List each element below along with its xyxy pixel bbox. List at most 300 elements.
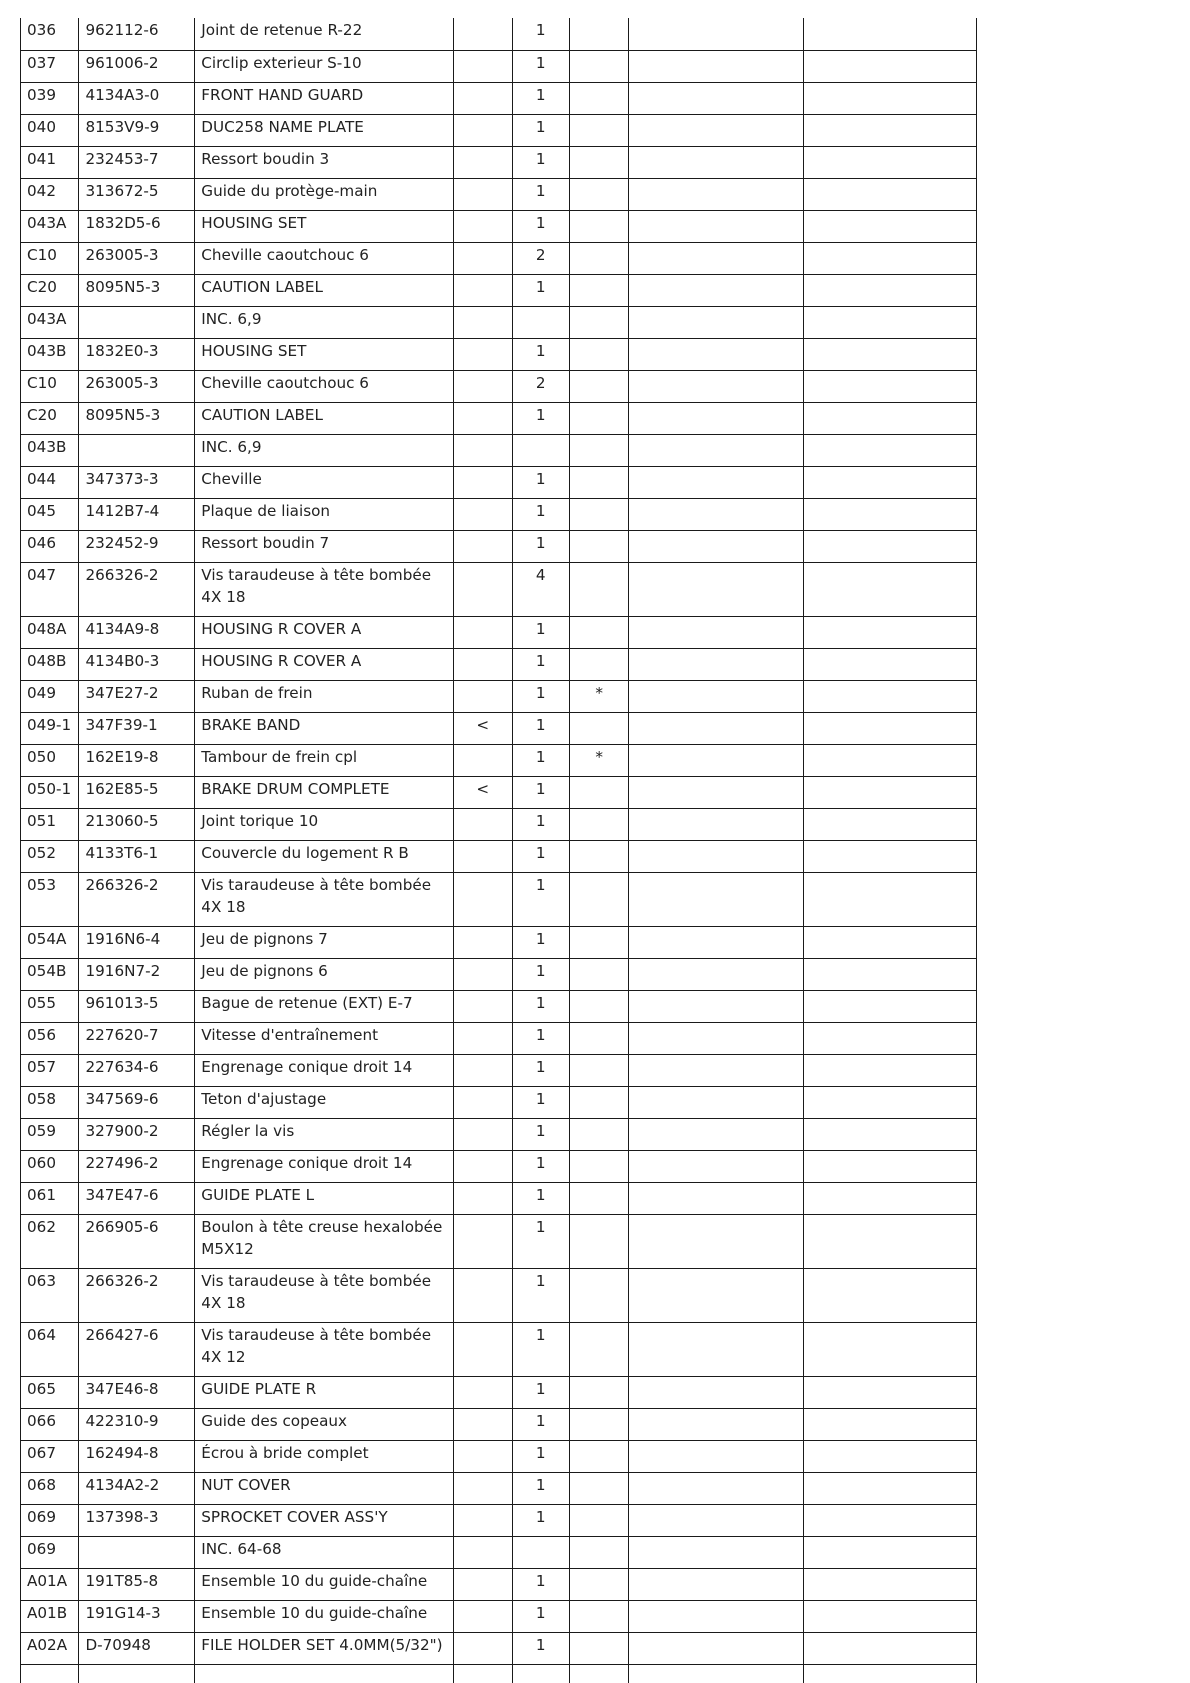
table-row [21, 370, 977, 402]
description-cell: Ensemble 10 du guide-chaîne [195, 1568, 454, 1600]
blank-cell-b [803, 338, 976, 370]
part-number-cell: 4134B0-3 [79, 648, 195, 680]
quantity-cell: 1 [512, 712, 569, 744]
marker-cell [454, 1118, 512, 1150]
item-number-cell: 050-1 [21, 776, 79, 808]
item-number-cell: 045 [21, 498, 79, 530]
marker-cell [454, 1322, 512, 1376]
quantity-cell: 1 [512, 1568, 569, 1600]
description-cell: SPROCKET COVER ASS'Y [195, 1504, 454, 1536]
quantity-cell: 1 [512, 178, 569, 210]
item-number-cell: 041 [21, 146, 79, 178]
note-cell [569, 210, 629, 242]
item-number-cell: 059 [21, 1118, 79, 1150]
blank-cell-a [629, 1086, 803, 1118]
part-number-cell: 1412B7-4 [79, 498, 195, 530]
part-number-cell: 1916N6-4 [79, 926, 195, 958]
quantity-cell: 1 [512, 146, 569, 178]
note-cell [569, 808, 629, 840]
quantity-cell: 1 [512, 274, 569, 306]
description-cell: Ruban de frein [195, 680, 454, 712]
marker-cell [454, 562, 512, 616]
blank-cell-a [629, 402, 803, 434]
item-number-cell: 046 [21, 530, 79, 562]
part-number-cell: 347E27-2 [79, 680, 195, 712]
blank-cell-a [629, 114, 803, 146]
description-cell: Engrenage conique droit 14 [195, 1150, 454, 1182]
item-number-cell: 037 [21, 50, 79, 82]
table-row [21, 1440, 977, 1472]
quantity-cell: 1 [512, 616, 569, 648]
marker-cell [454, 648, 512, 680]
note-cell: * [569, 680, 629, 712]
quantity-cell: 1 [512, 1214, 569, 1268]
marker-cell [454, 306, 512, 338]
description-cell: CAUTION LABEL [195, 402, 454, 434]
part-number-cell: 232452-9 [79, 530, 195, 562]
part-number-cell: 347E47-6 [79, 1182, 195, 1214]
quantity-cell: 1 [512, 50, 569, 82]
blank-cell-b [803, 776, 976, 808]
part-number-cell: 8153V9-9 [79, 114, 195, 146]
blank-cell-b [803, 616, 976, 648]
table-row [21, 1376, 977, 1408]
blank-cell-a [629, 1268, 803, 1322]
part-number-cell: 4134A2-2 [79, 1472, 195, 1504]
part-number-cell: 191T85-8 [79, 1568, 195, 1600]
part-number-cell: 8095N5-3 [79, 402, 195, 434]
quantity-cell: 1 [512, 530, 569, 562]
item-number-cell: 042 [21, 178, 79, 210]
description-cell: CAUTION LABEL [195, 274, 454, 306]
quantity-cell: 1 [512, 18, 569, 50]
description-cell [195, 1664, 454, 1683]
part-number-cell: 137398-3 [79, 1504, 195, 1536]
quantity-cell: 1 [512, 1182, 569, 1214]
part-number-cell: D-70948 [79, 1632, 195, 1664]
description-cell: Ressort boudin 7 [195, 530, 454, 562]
blank-cell-b [803, 1086, 976, 1118]
parts-table-body [21, 18, 977, 1683]
table-row [21, 1472, 977, 1504]
note-cell [569, 1408, 629, 1440]
part-number-cell: 347569-6 [79, 1086, 195, 1118]
blank-cell-a [629, 434, 803, 466]
item-number-cell: 043A [21, 210, 79, 242]
quantity-cell: 1 [512, 1408, 569, 1440]
marker-cell [454, 114, 512, 146]
item-number-cell: 036 [21, 18, 79, 50]
table-row [21, 402, 977, 434]
quantity-cell: 1 [512, 402, 569, 434]
description-cell: Cheville [195, 466, 454, 498]
note-cell [569, 616, 629, 648]
item-number-cell: 039 [21, 82, 79, 114]
blank-cell-a [629, 872, 803, 926]
note-cell [569, 1600, 629, 1632]
blank-cell-a [629, 1322, 803, 1376]
blank-cell-a [629, 50, 803, 82]
note-cell [569, 1632, 629, 1664]
blank-cell-b [803, 1632, 976, 1664]
item-number-cell: 048B [21, 648, 79, 680]
note-cell [569, 530, 629, 562]
note-cell [569, 1568, 629, 1600]
note-cell [569, 1118, 629, 1150]
blank-cell-b [803, 990, 976, 1022]
note-cell [569, 1182, 629, 1214]
description-cell: Boulon à tête creuse hexalobée M5X12 [195, 1214, 454, 1268]
parts-list-page [20, 18, 977, 1683]
note-cell [569, 338, 629, 370]
note-cell [569, 1214, 629, 1268]
item-number-cell: C20 [21, 274, 79, 306]
table-row [21, 1600, 977, 1632]
part-number-cell: 266326-2 [79, 562, 195, 616]
description-cell: Jeu de pignons 7 [195, 926, 454, 958]
part-number-cell: 227620-7 [79, 1022, 195, 1054]
item-number-cell: 058 [21, 1086, 79, 1118]
item-number-cell: 061 [21, 1182, 79, 1214]
table-row [21, 50, 977, 82]
item-number-cell: 056 [21, 1022, 79, 1054]
part-number-cell [79, 306, 195, 338]
description-cell: HOUSING SET [195, 210, 454, 242]
part-number-cell: 1916N7-2 [79, 958, 195, 990]
blank-cell-b [803, 744, 976, 776]
marker-cell [454, 338, 512, 370]
part-number-cell: 962112-6 [79, 18, 195, 50]
blank-cell-b [803, 1568, 976, 1600]
blank-cell-b [803, 402, 976, 434]
item-number-cell: 040 [21, 114, 79, 146]
note-cell [569, 1268, 629, 1322]
description-cell: FILE HOLDER SET 4.0MM(5/32") [195, 1632, 454, 1664]
description-cell: Vitesse d'entraînement [195, 1022, 454, 1054]
note-cell [569, 1504, 629, 1536]
table-row [21, 926, 977, 958]
blank-cell-a [629, 178, 803, 210]
marker-cell [454, 1086, 512, 1118]
item-number-cell: A01A [21, 1568, 79, 1600]
description-cell: INC. 6,9 [195, 306, 454, 338]
marker-cell [454, 1664, 512, 1683]
blank-cell-a [629, 990, 803, 1022]
note-cell [569, 840, 629, 872]
item-number-cell: 043B [21, 338, 79, 370]
blank-cell-a [629, 958, 803, 990]
marker-cell [454, 872, 512, 926]
table-row [21, 1118, 977, 1150]
marker-cell [454, 990, 512, 1022]
item-number-cell [21, 1664, 79, 1683]
item-number-cell: A02A [21, 1632, 79, 1664]
blank-cell-a [629, 1022, 803, 1054]
item-number-cell: C10 [21, 242, 79, 274]
item-number-cell: 062 [21, 1214, 79, 1268]
quantity-cell: 1 [512, 1472, 569, 1504]
item-number-cell: 044 [21, 466, 79, 498]
part-number-cell: 227634-6 [79, 1054, 195, 1086]
quantity-cell [512, 434, 569, 466]
item-number-cell: 064 [21, 1322, 79, 1376]
blank-cell-b [803, 82, 976, 114]
blank-cell-a [629, 808, 803, 840]
blank-cell-b [803, 1536, 976, 1568]
description-cell: Jeu de pignons 6 [195, 958, 454, 990]
blank-cell-a [629, 242, 803, 274]
blank-cell-b [803, 50, 976, 82]
item-number-cell: 048A [21, 616, 79, 648]
table-row [21, 1568, 977, 1600]
part-number-cell: 347F39-1 [79, 712, 195, 744]
table-row [21, 274, 977, 306]
part-number-cell: 347E46-8 [79, 1376, 195, 1408]
table-row [21, 1408, 977, 1440]
quantity-cell: 1 [512, 1086, 569, 1118]
part-number-cell: 347373-3 [79, 466, 195, 498]
description-cell: Ensemble 10 du guide-chaîne [195, 1600, 454, 1632]
note-cell [569, 1022, 629, 1054]
description-cell: Couvercle du logement R B [195, 840, 454, 872]
note-cell [569, 776, 629, 808]
marker-cell [454, 146, 512, 178]
note-cell [569, 1536, 629, 1568]
blank-cell-b [803, 1214, 976, 1268]
note-cell [569, 146, 629, 178]
quantity-cell: 1 [512, 744, 569, 776]
blank-cell-a [629, 1182, 803, 1214]
quantity-cell: 1 [512, 1440, 569, 1472]
quantity-cell: 1 [512, 1376, 569, 1408]
blank-cell-a [629, 1408, 803, 1440]
table-row [21, 680, 977, 712]
marker-cell [454, 680, 512, 712]
part-number-cell [79, 1664, 195, 1683]
description-cell: Ressort boudin 3 [195, 146, 454, 178]
item-number-cell: 067 [21, 1440, 79, 1472]
quantity-cell: 1 [512, 958, 569, 990]
marker-cell [454, 1632, 512, 1664]
blank-cell-a [629, 1664, 803, 1683]
marker-cell [454, 1022, 512, 1054]
note-cell [569, 82, 629, 114]
quantity-cell: 1 [512, 990, 569, 1022]
item-number-cell: 055 [21, 990, 79, 1022]
description-cell: Vis taraudeuse à tête bombée 4X 18 [195, 1268, 454, 1322]
quantity-cell: 1 [512, 1118, 569, 1150]
item-number-cell: 043B [21, 434, 79, 466]
marker-cell: < [454, 776, 512, 808]
blank-cell-b [803, 1022, 976, 1054]
table-row [21, 840, 977, 872]
marker-cell [454, 616, 512, 648]
blank-cell-b [803, 1054, 976, 1086]
description-cell: Régler la vis [195, 1118, 454, 1150]
blank-cell-b [803, 562, 976, 616]
marker-cell [454, 402, 512, 434]
blank-cell-a [629, 776, 803, 808]
table-row [21, 178, 977, 210]
marker-cell [454, 50, 512, 82]
part-number-cell: 961006-2 [79, 50, 195, 82]
marker-cell [454, 1182, 512, 1214]
table-row [21, 306, 977, 338]
blank-cell-a [629, 1568, 803, 1600]
blank-cell-b [803, 840, 976, 872]
note-cell [569, 1322, 629, 1376]
quantity-cell: 1 [512, 498, 569, 530]
blank-cell-b [803, 1504, 976, 1536]
marker-cell [454, 1536, 512, 1568]
blank-cell-b [803, 648, 976, 680]
table-row [21, 242, 977, 274]
quantity-cell: 1 [512, 1322, 569, 1376]
marker-cell [454, 274, 512, 306]
marker-cell [454, 840, 512, 872]
table-row [21, 1664, 977, 1683]
marker-cell [454, 370, 512, 402]
description-cell: DUC258 NAME PLATE [195, 114, 454, 146]
blank-cell-b [803, 178, 976, 210]
marker-cell [454, 958, 512, 990]
marker-cell [454, 1568, 512, 1600]
table-row [21, 990, 977, 1022]
note-cell [569, 242, 629, 274]
description-cell: BRAKE DRUM COMPLETE [195, 776, 454, 808]
table-row [21, 338, 977, 370]
note-cell [569, 498, 629, 530]
table-row [21, 1214, 977, 1268]
blank-cell-b [803, 1408, 976, 1440]
blank-cell-a [629, 712, 803, 744]
table-row [21, 146, 977, 178]
blank-cell-a [629, 1118, 803, 1150]
blank-cell-b [803, 1600, 976, 1632]
table-row [21, 744, 977, 776]
item-number-cell: 054B [21, 958, 79, 990]
blank-cell-a [629, 1376, 803, 1408]
blank-cell-a [629, 530, 803, 562]
quantity-cell: 1 [512, 82, 569, 114]
marker-cell [454, 1504, 512, 1536]
marker-cell [454, 1214, 512, 1268]
description-cell: Engrenage conique droit 14 [195, 1054, 454, 1086]
blank-cell-b [803, 1440, 976, 1472]
part-number-cell: 263005-3 [79, 242, 195, 274]
quantity-cell: 1 [512, 1504, 569, 1536]
quantity-cell [512, 306, 569, 338]
part-number-cell: 191G14-3 [79, 1600, 195, 1632]
part-number-cell: 422310-9 [79, 1408, 195, 1440]
part-number-cell: 4134A9-8 [79, 616, 195, 648]
marker-cell [454, 808, 512, 840]
blank-cell-a [629, 1600, 803, 1632]
blank-cell-a [629, 210, 803, 242]
blank-cell-a [629, 680, 803, 712]
table-row [21, 958, 977, 990]
item-number-cell: 060 [21, 1150, 79, 1182]
blank-cell-a [629, 616, 803, 648]
blank-cell-a [629, 1440, 803, 1472]
table-row [21, 1054, 977, 1086]
quantity-cell: 1 [512, 648, 569, 680]
item-number-cell: 052 [21, 840, 79, 872]
table-row [21, 1182, 977, 1214]
quantity-cell: 1 [512, 808, 569, 840]
description-cell: GUIDE PLATE L [195, 1182, 454, 1214]
description-cell: GUIDE PLATE R [195, 1376, 454, 1408]
item-number-cell: A01B [21, 1600, 79, 1632]
table-row [21, 210, 977, 242]
note-cell [569, 50, 629, 82]
note-cell [569, 562, 629, 616]
blank-cell-a [629, 1150, 803, 1182]
description-cell: FRONT HAND GUARD [195, 82, 454, 114]
blank-cell-b [803, 306, 976, 338]
blank-cell-a [629, 338, 803, 370]
note-cell [569, 178, 629, 210]
item-number-cell: 050 [21, 744, 79, 776]
blank-cell-a [629, 648, 803, 680]
description-cell: Vis taraudeuse à tête bombée 4X 12 [195, 1322, 454, 1376]
table-row [21, 530, 977, 562]
quantity-cell: 1 [512, 680, 569, 712]
note-cell [569, 402, 629, 434]
description-cell: Guide des copeaux [195, 1408, 454, 1440]
blank-cell-b [803, 1150, 976, 1182]
part-number-cell: 327900-2 [79, 1118, 195, 1150]
description-cell: Cheville caoutchouc 6 [195, 370, 454, 402]
description-cell: Circlip exterieur S-10 [195, 50, 454, 82]
note-cell [569, 958, 629, 990]
blank-cell-a [629, 498, 803, 530]
description-cell: Plaque de liaison [195, 498, 454, 530]
item-number-cell: 053 [21, 872, 79, 926]
quantity-cell: 2 [512, 242, 569, 274]
table-row [21, 18, 977, 50]
marker-cell [454, 434, 512, 466]
part-number-cell: 263005-3 [79, 370, 195, 402]
table-row [21, 1536, 977, 1568]
marker-cell [454, 1376, 512, 1408]
part-number-cell: 162E85-5 [79, 776, 195, 808]
description-cell: HOUSING R COVER A [195, 616, 454, 648]
marker-cell [454, 82, 512, 114]
note-cell [569, 18, 629, 50]
marker-cell [454, 1472, 512, 1504]
item-number-cell: 069 [21, 1504, 79, 1536]
item-number-cell: 047 [21, 562, 79, 616]
part-number-cell: 1832D5-6 [79, 210, 195, 242]
part-number-cell: 4134A3-0 [79, 82, 195, 114]
blank-cell-a [629, 562, 803, 616]
note-cell [569, 1440, 629, 1472]
part-number-cell [79, 434, 195, 466]
note-cell [569, 1086, 629, 1118]
blank-cell-b [803, 274, 976, 306]
part-number-cell: 213060-5 [79, 808, 195, 840]
part-number-cell: 961013-5 [79, 990, 195, 1022]
item-number-cell: 051 [21, 808, 79, 840]
note-cell [569, 1376, 629, 1408]
description-cell: Teton d'ajustage [195, 1086, 454, 1118]
blank-cell-b [803, 872, 976, 926]
blank-cell-b [803, 18, 976, 50]
note-cell [569, 990, 629, 1022]
part-number-cell: 227496-2 [79, 1150, 195, 1182]
blank-cell-a [629, 18, 803, 50]
